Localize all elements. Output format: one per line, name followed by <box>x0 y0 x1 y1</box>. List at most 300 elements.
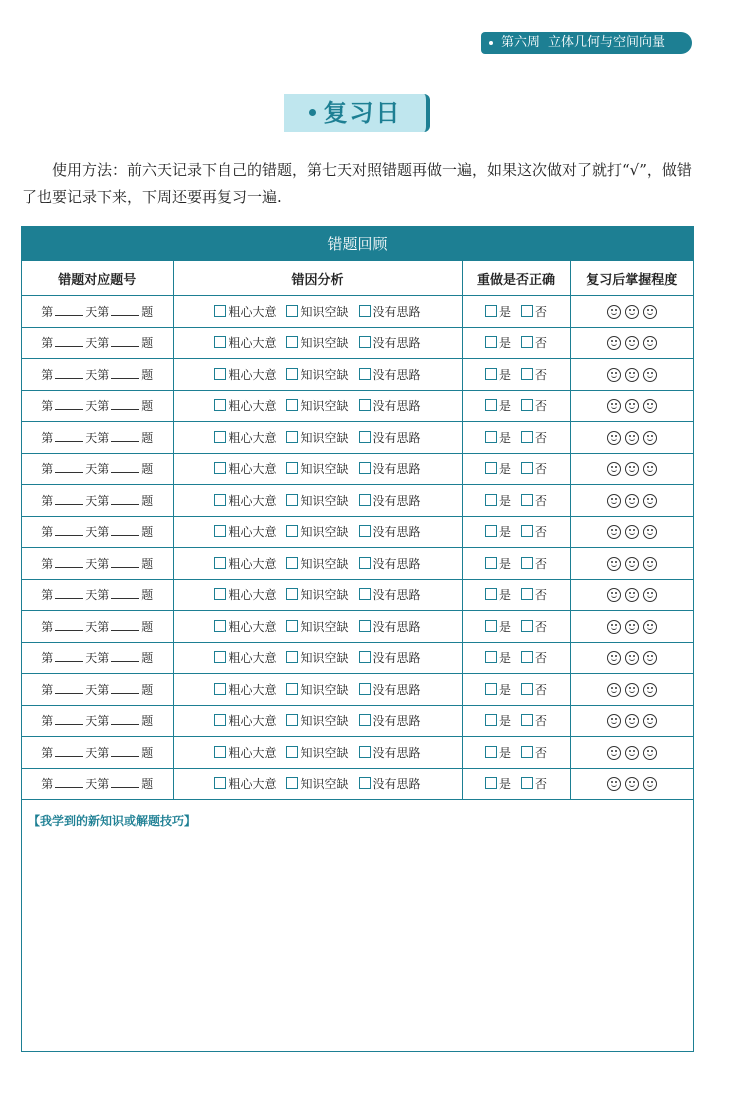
no-label: 否 <box>535 336 548 351</box>
table-row <box>22 768 693 800</box>
smiley-icon[interactable] <box>625 683 639 697</box>
smiley-icon[interactable] <box>625 588 639 602</box>
reason-option[interactable] <box>286 366 348 383</box>
question-blank[interactable] <box>111 620 139 631</box>
redo-correct-cell <box>462 422 570 454</box>
reason-option[interactable] <box>214 555 276 572</box>
reason-option[interactable] <box>214 366 276 383</box>
reason-option[interactable] <box>214 397 276 414</box>
yes-option[interactable] <box>485 334 511 351</box>
reason-option[interactable] <box>214 523 276 540</box>
smiley-icon[interactable] <box>643 336 657 350</box>
checkbox-icon[interactable] <box>286 462 298 474</box>
smiley-icon[interactable] <box>625 305 639 319</box>
question-blank[interactable] <box>111 777 139 788</box>
mastery-cell <box>570 674 693 706</box>
prefix-text: 第 <box>41 777 54 792</box>
day-text: 天第 <box>85 462 110 477</box>
redo-correct-cell <box>462 327 570 359</box>
day-blank[interactable] <box>55 746 83 757</box>
reason-option[interactable] <box>286 429 348 446</box>
reason-option[interactable] <box>359 334 421 351</box>
smiley-icon[interactable] <box>607 588 621 602</box>
prefix-text: 第 <box>41 462 54 477</box>
question-blank[interactable] <box>111 431 139 442</box>
checkbox-icon[interactable] <box>521 651 533 663</box>
reason-option[interactable] <box>214 492 276 509</box>
yes-option[interactable] <box>485 744 511 761</box>
reason-option[interactable] <box>286 775 348 792</box>
day-blank[interactable] <box>55 714 83 725</box>
checkbox-icon[interactable] <box>359 525 371 537</box>
suffix-text: 题 <box>141 745 154 760</box>
checkbox-icon[interactable] <box>359 462 371 474</box>
day-blank[interactable] <box>55 525 83 536</box>
reason-label: 粗心大意 <box>228 430 277 445</box>
reason-option[interactable] <box>286 460 348 477</box>
smiley-icon[interactable] <box>607 683 621 697</box>
smiley-icon[interactable] <box>625 368 639 382</box>
reason-option[interactable] <box>286 397 348 414</box>
no-option[interactable] <box>521 366 547 383</box>
checkbox-icon[interactable] <box>214 683 226 695</box>
checkbox-icon[interactable] <box>214 714 226 726</box>
checkbox-icon[interactable] <box>521 746 533 758</box>
reason-label: 没有思路 <box>372 399 421 414</box>
page-title-text: 复习日 <box>323 99 402 127</box>
checkbox-icon[interactable] <box>521 620 533 632</box>
reason-option[interactable] <box>286 744 348 761</box>
smiley-icon[interactable] <box>607 462 621 476</box>
reason-option[interactable] <box>359 555 421 572</box>
reason-option[interactable] <box>359 618 421 635</box>
table-title: 错题回顾 <box>22 227 693 261</box>
checkbox-icon[interactable] <box>214 399 226 411</box>
smiley-icon[interactable] <box>643 462 657 476</box>
smiley-icon[interactable] <box>607 746 621 760</box>
question-blank[interactable] <box>111 336 139 347</box>
checkbox-icon[interactable] <box>359 557 371 569</box>
suffix-text: 题 <box>141 304 154 319</box>
checkbox-icon[interactable] <box>485 557 497 569</box>
question-blank[interactable] <box>111 746 139 757</box>
checkbox-icon[interactable] <box>521 525 533 537</box>
no-option[interactable] <box>521 618 547 635</box>
reason-option[interactable] <box>286 523 348 540</box>
question-number-cell <box>22 296 173 328</box>
question-blank[interactable] <box>111 305 139 316</box>
day-blank[interactable] <box>55 494 83 505</box>
reason-label: 知识空缺 <box>300 462 349 477</box>
reason-option[interactable] <box>359 397 421 414</box>
checkbox-icon[interactable] <box>214 557 226 569</box>
day-blank[interactable] <box>55 368 83 379</box>
checkbox-icon[interactable] <box>214 336 226 348</box>
suffix-text: 题 <box>141 714 154 729</box>
reason-option[interactable] <box>359 744 421 761</box>
checkbox-icon[interactable] <box>214 746 226 758</box>
no-option[interactable] <box>521 429 547 446</box>
smiley-icon[interactable] <box>607 399 621 413</box>
reason-label: 没有思路 <box>372 367 421 382</box>
checkbox-icon[interactable] <box>485 588 497 600</box>
reason-option[interactable] <box>214 429 276 446</box>
reason-label: 知识空缺 <box>300 399 349 414</box>
smiley-icon[interactable] <box>625 462 639 476</box>
reason-option[interactable] <box>286 681 348 698</box>
smiley-icon[interactable] <box>643 651 657 665</box>
table-row <box>22 611 693 643</box>
smiley-icon[interactable] <box>607 494 621 508</box>
question-blank[interactable] <box>111 588 139 599</box>
smiley-icon[interactable] <box>625 714 639 728</box>
checkbox-icon[interactable] <box>286 777 298 789</box>
checkbox-icon[interactable] <box>359 305 371 317</box>
checkbox-icon[interactable] <box>521 399 533 411</box>
no-option[interactable] <box>521 397 547 414</box>
checkbox-icon[interactable] <box>214 494 226 506</box>
day-blank[interactable] <box>55 777 83 788</box>
yes-option[interactable] <box>485 712 511 729</box>
checkbox-icon[interactable] <box>521 494 533 506</box>
error-analysis-cell <box>173 705 462 737</box>
checkbox-icon[interactable] <box>485 683 497 695</box>
reason-option[interactable] <box>286 618 348 635</box>
question-blank[interactable] <box>111 525 139 536</box>
checkbox-icon[interactable] <box>286 399 298 411</box>
question-blank[interactable] <box>111 399 139 410</box>
checkbox-icon[interactable] <box>521 368 533 380</box>
checkbox-icon[interactable] <box>286 620 298 632</box>
checkbox-icon[interactable] <box>214 525 226 537</box>
reason-option[interactable] <box>214 460 276 477</box>
yes-option[interactable] <box>485 618 511 635</box>
checkbox-icon[interactable] <box>286 683 298 695</box>
smiley-icon[interactable] <box>625 651 639 665</box>
yes-option[interactable] <box>485 681 511 698</box>
no-label: 否 <box>535 745 548 760</box>
checkbox-icon[interactable] <box>485 336 497 348</box>
checkbox-icon[interactable] <box>286 714 298 726</box>
no-option[interactable] <box>521 586 547 603</box>
yes-option[interactable] <box>485 492 511 509</box>
reason-option[interactable] <box>359 492 421 509</box>
checkbox-icon[interactable] <box>485 620 497 632</box>
smiley-icon[interactable] <box>625 399 639 413</box>
reason-label: 知识空缺 <box>300 556 349 571</box>
question-blank[interactable] <box>111 557 139 568</box>
yes-option[interactable] <box>485 523 511 540</box>
smiley-icon[interactable] <box>625 620 639 634</box>
checkbox-icon[interactable] <box>485 368 497 380</box>
reason-option[interactable] <box>359 460 421 477</box>
no-option[interactable] <box>521 555 547 572</box>
checkbox-icon[interactable] <box>359 777 371 789</box>
yes-option[interactable] <box>485 586 511 603</box>
no-option[interactable] <box>521 303 547 320</box>
table-row <box>22 485 693 517</box>
smiley-icon[interactable] <box>607 777 621 791</box>
smiley-icon[interactable] <box>607 557 621 571</box>
checkbox-icon[interactable] <box>521 305 533 317</box>
question-blank[interactable] <box>111 368 139 379</box>
reason-option[interactable] <box>359 303 421 320</box>
yes-label: 是 <box>498 525 511 540</box>
table-row <box>22 296 693 328</box>
checkbox-icon[interactable] <box>359 714 371 726</box>
reason-option[interactable] <box>214 775 276 792</box>
checkbox-icon[interactable] <box>521 431 533 443</box>
reason-option[interactable] <box>214 744 276 761</box>
smiley-icon[interactable] <box>625 431 639 445</box>
no-label: 否 <box>535 556 548 571</box>
checkbox-icon[interactable] <box>359 368 371 380</box>
day-blank[interactable] <box>55 305 83 316</box>
yes-option[interactable] <box>485 460 511 477</box>
checkbox-icon[interactable] <box>485 494 497 506</box>
reason-option[interactable] <box>214 618 276 635</box>
checkbox-icon[interactable] <box>286 368 298 380</box>
day-blank[interactable] <box>55 588 83 599</box>
day-blank[interactable] <box>55 557 83 568</box>
smiley-icon[interactable] <box>643 399 657 413</box>
checkbox-icon[interactable] <box>521 557 533 569</box>
day-blank[interactable] <box>55 620 83 631</box>
reason-label: 没有思路 <box>372 777 421 792</box>
reason-label: 知识空缺 <box>300 619 349 634</box>
checkbox-icon[interactable] <box>485 305 497 317</box>
question-blank[interactable] <box>111 683 139 694</box>
no-option[interactable] <box>521 334 547 351</box>
reason-label: 粗心大意 <box>228 556 277 571</box>
day-blank[interactable] <box>55 462 83 473</box>
smiley-icon[interactable] <box>643 431 657 445</box>
checkbox-icon[interactable] <box>521 462 533 474</box>
checkbox-icon[interactable] <box>359 431 371 443</box>
checkbox-icon[interactable] <box>485 746 497 758</box>
smiley-icon[interactable] <box>625 557 639 571</box>
no-option[interactable] <box>521 649 547 666</box>
yes-label: 是 <box>498 777 511 792</box>
checkbox-icon[interactable] <box>521 777 533 789</box>
checkbox-icon[interactable] <box>359 651 371 663</box>
day-blank[interactable] <box>55 336 83 347</box>
smiley-icon[interactable] <box>607 525 621 539</box>
reason-label: 没有思路 <box>372 336 421 351</box>
reason-option[interactable] <box>214 649 276 666</box>
smiley-icon[interactable] <box>643 746 657 760</box>
smiley-icon[interactable] <box>607 368 621 382</box>
reason-label: 粗心大意 <box>228 493 277 508</box>
smiley-icon[interactable] <box>625 525 639 539</box>
prefix-text: 第 <box>41 682 54 697</box>
suffix-text: 题 <box>141 367 154 382</box>
checkbox-icon[interactable] <box>359 336 371 348</box>
checkbox-icon[interactable] <box>286 525 298 537</box>
checkbox-icon[interactable] <box>359 620 371 632</box>
reason-option[interactable] <box>286 555 348 572</box>
smiley-icon[interactable] <box>643 525 657 539</box>
checkbox-icon[interactable] <box>214 305 226 317</box>
reason-option[interactable] <box>286 492 348 509</box>
smiley-icon[interactable] <box>643 368 657 382</box>
reason-option[interactable] <box>214 681 276 698</box>
smiley-icon[interactable] <box>643 588 657 602</box>
smiley-icon[interactable] <box>643 683 657 697</box>
no-option[interactable] <box>521 681 547 698</box>
question-blank[interactable] <box>111 462 139 473</box>
checkbox-icon[interactable] <box>286 336 298 348</box>
checkbox-icon[interactable] <box>214 462 226 474</box>
checkbox-icon[interactable] <box>214 651 226 663</box>
yes-option[interactable] <box>485 429 511 446</box>
reason-option[interactable] <box>359 429 421 446</box>
checkbox-icon[interactable] <box>286 588 298 600</box>
reason-option[interactable] <box>359 649 421 666</box>
checkbox-icon[interactable] <box>485 431 497 443</box>
smiley-icon[interactable] <box>625 336 639 350</box>
bullet-icon <box>489 41 493 45</box>
yes-option[interactable] <box>485 397 511 414</box>
reason-option[interactable] <box>286 586 348 603</box>
reason-option[interactable] <box>359 712 421 729</box>
reason-label: 知识空缺 <box>300 714 349 729</box>
smiley-icon[interactable] <box>643 620 657 634</box>
question-blank[interactable] <box>111 714 139 725</box>
no-option[interactable] <box>521 712 547 729</box>
error-analysis-cell <box>173 579 462 611</box>
redo-correct-cell <box>462 548 570 580</box>
checkbox-icon[interactable] <box>521 336 533 348</box>
reason-label: 粗心大意 <box>228 682 277 697</box>
smiley-icon[interactable] <box>643 305 657 319</box>
checkbox-icon[interactable] <box>485 462 497 474</box>
no-option[interactable] <box>521 492 547 509</box>
checkbox-icon[interactable] <box>359 588 371 600</box>
checkbox-icon[interactable] <box>521 714 533 726</box>
yes-option[interactable] <box>485 555 511 572</box>
redo-correct-cell <box>462 296 570 328</box>
yes-option[interactable] <box>485 366 511 383</box>
checkbox-icon[interactable] <box>359 494 371 506</box>
smiley-icon[interactable] <box>643 557 657 571</box>
reason-option[interactable] <box>286 334 348 351</box>
day-blank[interactable] <box>55 399 83 410</box>
checkbox-icon[interactable] <box>359 683 371 695</box>
checkbox-icon[interactable] <box>214 368 226 380</box>
yes-option[interactable] <box>485 775 511 792</box>
checkbox-icon[interactable] <box>214 431 226 443</box>
smiley-icon[interactable] <box>607 651 621 665</box>
reason-option[interactable] <box>359 366 421 383</box>
checkbox-icon[interactable] <box>214 588 226 600</box>
smiley-icon[interactable] <box>625 494 639 508</box>
checkbox-icon[interactable] <box>521 588 533 600</box>
smiley-icon[interactable] <box>607 336 621 350</box>
smiley-icon[interactable] <box>607 620 621 634</box>
reason-label: 粗心大意 <box>228 367 277 382</box>
mastery-cell <box>570 453 693 485</box>
question-number-cell <box>22 737 173 769</box>
reason-option[interactable] <box>359 681 421 698</box>
smiley-icon[interactable] <box>607 431 621 445</box>
reason-option[interactable] <box>214 303 276 320</box>
checkbox-icon[interactable] <box>359 746 371 758</box>
day-text: 天第 <box>85 336 110 351</box>
question-blank[interactable] <box>111 494 139 505</box>
reason-option[interactable] <box>286 712 348 729</box>
checkbox-icon[interactable] <box>521 683 533 695</box>
no-option[interactable] <box>521 460 547 477</box>
checkbox-icon[interactable] <box>214 620 226 632</box>
checkbox-icon[interactable] <box>286 305 298 317</box>
reason-option[interactable] <box>214 334 276 351</box>
checkbox-icon[interactable] <box>485 714 497 726</box>
yes-option[interactable] <box>485 303 511 320</box>
reason-label: 粗心大意 <box>228 777 277 792</box>
checkbox-icon[interactable] <box>286 746 298 758</box>
smiley-icon[interactable] <box>607 714 621 728</box>
checkbox-icon[interactable] <box>485 399 497 411</box>
suffix-text: 题 <box>141 651 154 666</box>
reason-option[interactable] <box>214 586 276 603</box>
day-blank[interactable] <box>55 431 83 442</box>
no-option[interactable] <box>521 523 547 540</box>
checkbox-icon[interactable] <box>286 557 298 569</box>
reason-option[interactable] <box>359 775 421 792</box>
checkbox-icon[interactable] <box>286 431 298 443</box>
reason-option[interactable] <box>359 586 421 603</box>
no-option[interactable] <box>521 744 547 761</box>
notes-label: 【我学到的新知识或解题技巧】 <box>28 814 197 828</box>
yes-label: 是 <box>498 462 511 477</box>
no-label: 否 <box>535 588 548 603</box>
day-text: 天第 <box>85 556 110 571</box>
smiley-icon[interactable] <box>643 777 657 791</box>
smiley-icon[interactable] <box>625 746 639 760</box>
smiley-icon[interactable] <box>607 305 621 319</box>
checkbox-icon[interactable] <box>286 651 298 663</box>
day-blank[interactable] <box>55 651 83 662</box>
question-number-cell <box>22 579 173 611</box>
checkbox-icon[interactable] <box>485 525 497 537</box>
reason-option[interactable] <box>359 523 421 540</box>
no-option[interactable] <box>521 775 547 792</box>
checkbox-icon[interactable] <box>359 399 371 411</box>
checkbox-icon[interactable] <box>485 777 497 789</box>
smiley-icon[interactable] <box>643 714 657 728</box>
reason-option[interactable] <box>286 303 348 320</box>
reason-option[interactable] <box>286 649 348 666</box>
yes-label: 是 <box>498 304 511 319</box>
checkbox-icon[interactable] <box>286 494 298 506</box>
checkbox-icon[interactable] <box>214 777 226 789</box>
reason-option[interactable] <box>214 712 276 729</box>
question-blank[interactable] <box>111 651 139 662</box>
day-blank[interactable] <box>55 683 83 694</box>
instructions-text: 使用方法：前六天记录下自己的错题，第七天对照错题再做一遍，如果这次做对了就打“√”，做错了也要记录下来，下周还要再复习一遍. <box>22 161 692 206</box>
checkbox-icon[interactable] <box>485 651 497 663</box>
question-number-cell <box>22 642 173 674</box>
smiley-icon[interactable] <box>625 777 639 791</box>
question-number-cell <box>22 359 173 391</box>
no-label: 否 <box>535 682 548 697</box>
reason-label: 没有思路 <box>372 588 421 603</box>
smiley-icon[interactable] <box>643 494 657 508</box>
yes-option[interactable] <box>485 649 511 666</box>
prefix-text: 第 <box>41 336 54 351</box>
mastery-cell <box>570 485 693 517</box>
